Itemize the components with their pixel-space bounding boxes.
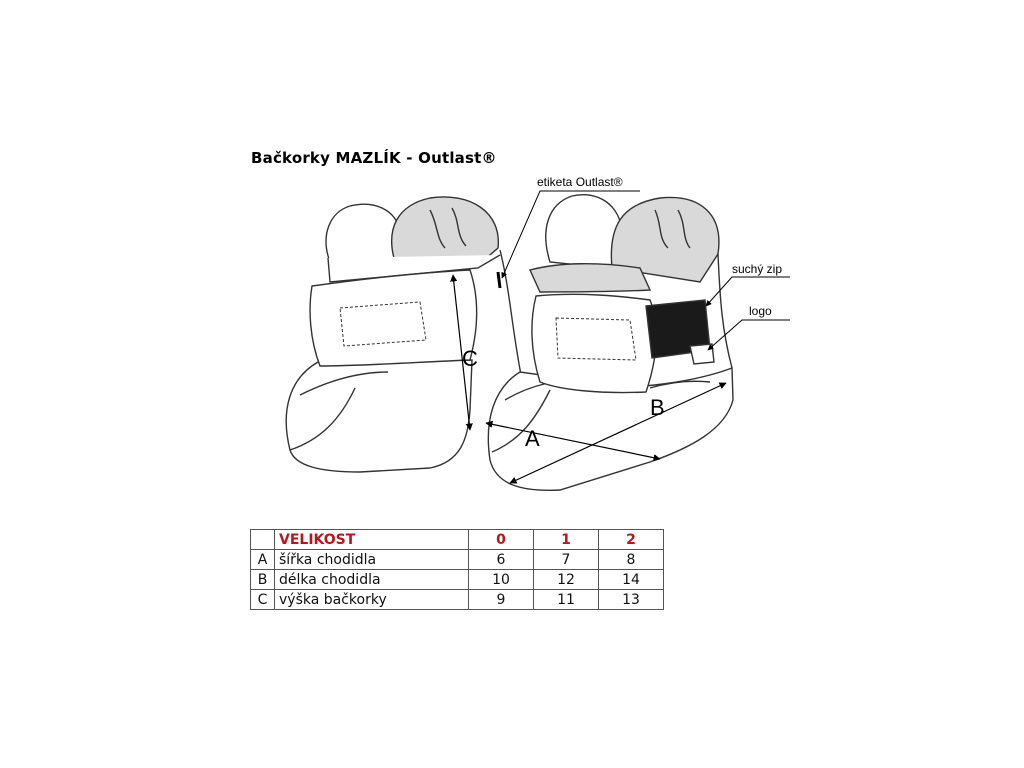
- row-label-cell: výška bačkorky: [275, 590, 469, 610]
- header-size-cell: 0: [469, 530, 534, 550]
- row-value-cell: 6: [469, 550, 534, 570]
- table-row: [251, 570, 664, 590]
- row-value-cell: 11: [534, 590, 599, 610]
- header-key-cell: [251, 530, 275, 550]
- callout-logo: logo: [749, 304, 772, 318]
- callout-velcro: suchý zip: [732, 262, 783, 276]
- row-label-cell: šířka chodidla: [275, 550, 469, 570]
- dimension-c-label: C: [462, 346, 478, 371]
- left-slipper: [286, 197, 522, 472]
- header-size-cell: 1: [534, 530, 599, 550]
- dimension-a-label: A: [525, 426, 540, 451]
- row-value-cell: 13: [599, 590, 664, 610]
- row-key-cell: A: [251, 550, 275, 570]
- table-row: [251, 550, 664, 570]
- row-value-cell: 8: [599, 550, 664, 570]
- row-value-cell: 9: [469, 590, 534, 610]
- callout-label-tag: etiketa Outlast®: [537, 175, 623, 189]
- size-table: [250, 529, 664, 610]
- page-title: Bačkorky MAZLÍK - Outlast®: [251, 149, 497, 167]
- row-value-cell: 14: [599, 570, 664, 590]
- table-header-row: [251, 530, 664, 550]
- table-row: [251, 590, 664, 610]
- row-key-cell: C: [251, 590, 275, 610]
- row-value-cell: 7: [534, 550, 599, 570]
- row-key-cell: B: [251, 570, 275, 590]
- row-value-cell: 10: [469, 570, 534, 590]
- header-size-cell: 2: [599, 530, 664, 550]
- row-label-cell: délka chodidla: [275, 570, 469, 590]
- logo-patch: [690, 344, 714, 364]
- row-value-cell: 12: [534, 570, 599, 590]
- header-label-cell: VELIKOST: [275, 530, 469, 550]
- dimension-b-label: B: [650, 395, 665, 420]
